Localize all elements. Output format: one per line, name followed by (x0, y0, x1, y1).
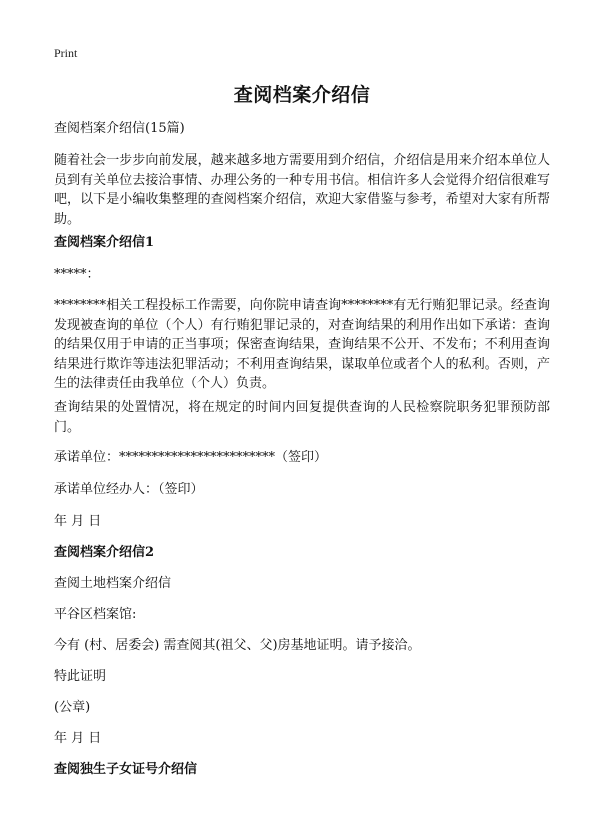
section-1-salutation: *****： (54, 267, 100, 282)
document-subtitle: 查阅档案介绍信(15篇) (54, 121, 185, 136)
section-2-line-4: 特此证明 (54, 669, 107, 684)
section-1-heading: 查阅档案介绍信1 (54, 235, 155, 250)
document-title: 查阅档案介绍信 (233, 84, 371, 106)
section-1-date: 年 月 日 (54, 514, 102, 529)
section-2-line-1: 查阅土地档案介绍信 (54, 576, 172, 591)
section-1-result: 查询结果的处置情况，将在规定的时间内回复提供查询的人民检察院职务犯罪预防部门。 (54, 400, 550, 435)
section-2-date: 年 月 日 (54, 731, 102, 746)
section-2-line-3: 今有 (村、居委会) 需查阅其(祖父、父)房基地证明。请予接洽。 (54, 638, 421, 653)
section-1-unit: 承诺单位：************************（签印） (54, 450, 328, 465)
section-2-line-2: 平谷区档案馆: (54, 607, 137, 622)
section-1-body: ********相关工程投标工作需要，向你院申请查询********有无行贿犯罪记录。经查询发现被查询的单位（个人）有行贿犯罪记录的，对查询结果的利用作出如下承诺：查询的结果仅用于申请的正当事项；保密查询结果，查询结果不公开、不发布；不利用查询结果进行欺诈等违法犯罪活动；不利用查询结果，谋取单位或者个人的私利。否则，产生的法律责任由我单位（个人）负责。 (54, 298, 550, 391)
section-3-heading: 查阅独生子女证号介绍信 (54, 762, 198, 777)
section-2-heading: 查阅档案介绍信2 (54, 545, 155, 560)
print-label[interactable]: Print (54, 46, 78, 60)
section-1-agent: 承诺单位经办人：（签印） (54, 482, 204, 497)
intro-paragraph: 随着社会一步步向前发展，越来越多地方需要用到介绍信，介绍信是用来介绍本单位人员到有关单位去接洽事情、办理公务的一种专用书信。相信许多人会觉得介绍信很难写吧，以下是小编收集整理的查阅档案介绍信，欢迎大家借鉴与参考，希望对大家有所帮助。 (54, 153, 550, 227)
section-2-line-5: (公章) (54, 700, 91, 715)
